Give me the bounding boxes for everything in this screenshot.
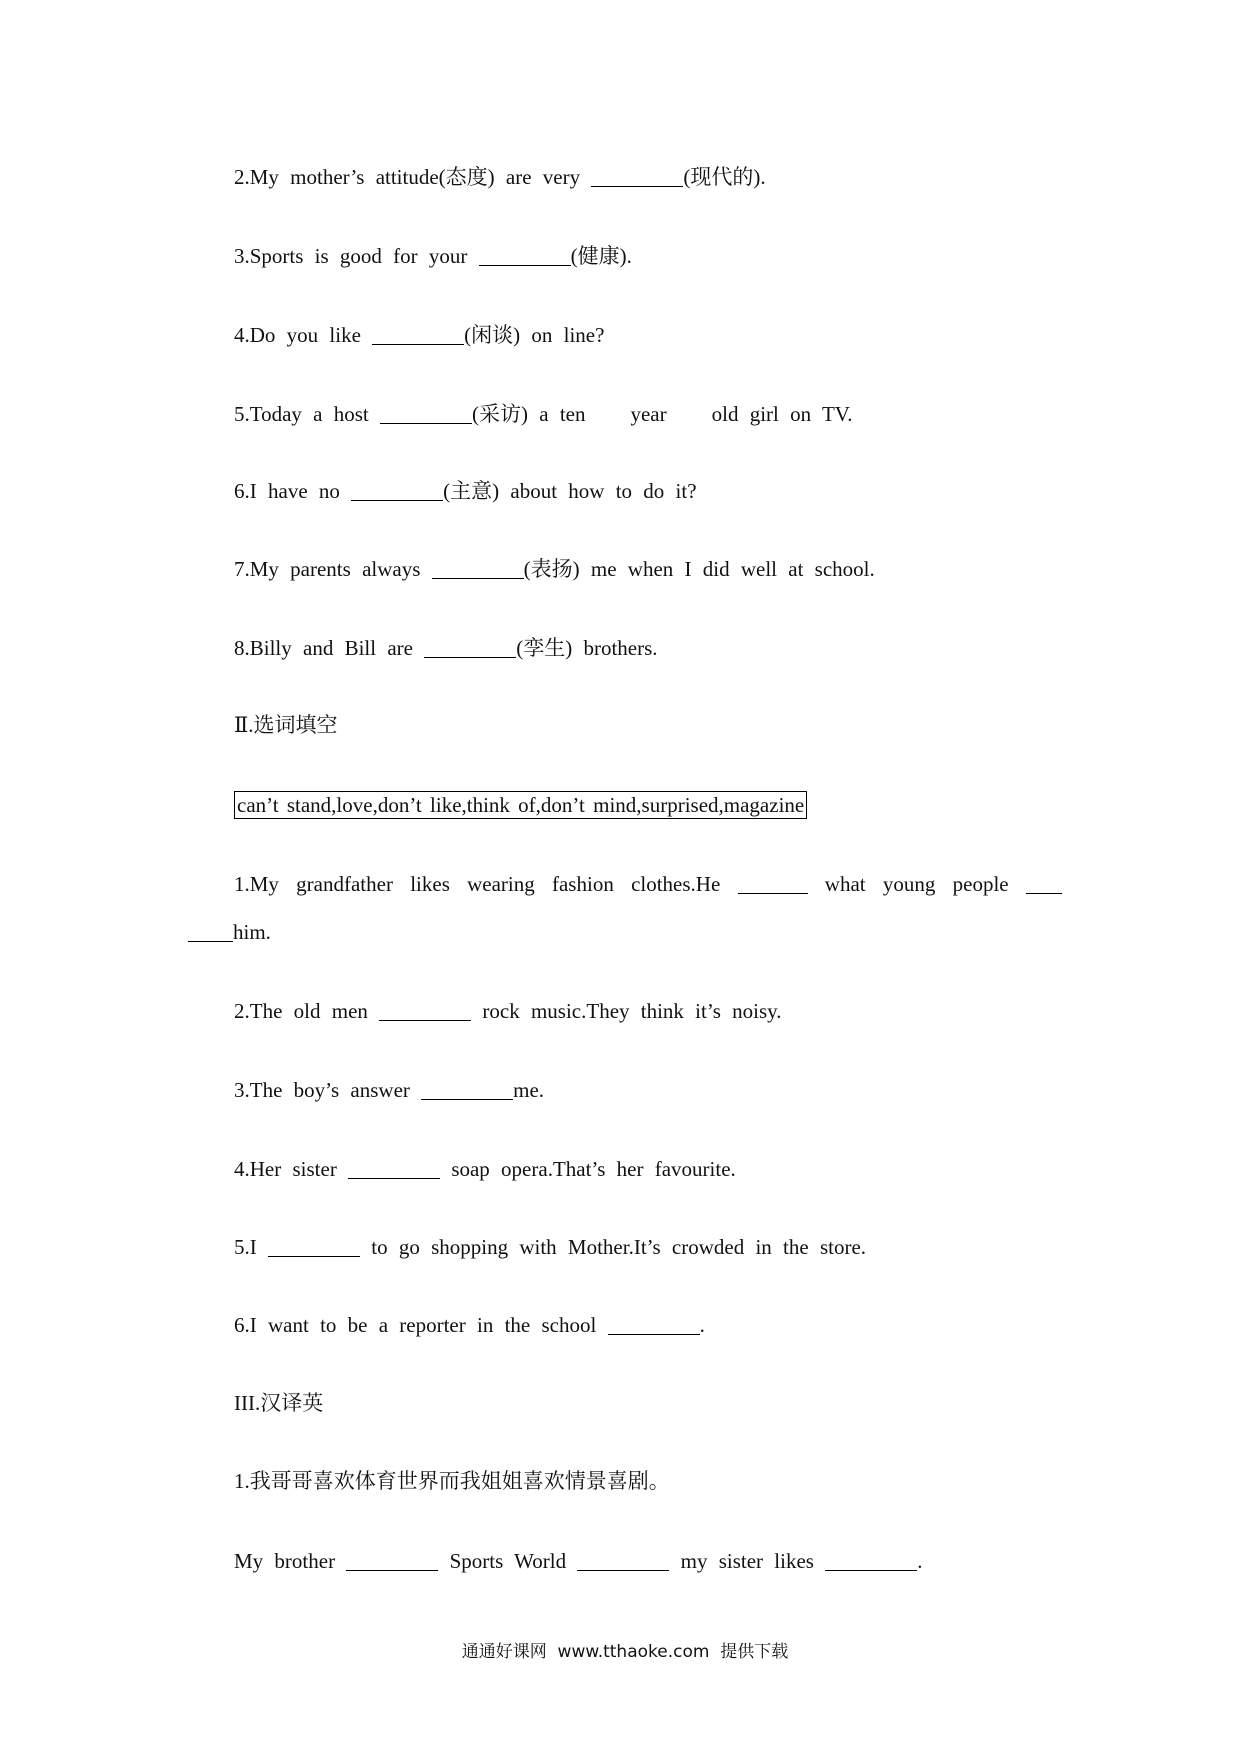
answer-blank bbox=[424, 639, 516, 658]
answer-blank bbox=[577, 1552, 669, 1571]
item-text: 6.I have no bbox=[234, 479, 340, 503]
item-text: 5.I bbox=[234, 1235, 257, 1259]
answer-blank bbox=[608, 1316, 700, 1335]
answer-blank bbox=[372, 326, 464, 345]
item-text: (孪生) brothers. bbox=[516, 636, 658, 660]
exercise-1-item-3 bbox=[234, 244, 632, 268]
exercise-1-item-8 bbox=[234, 636, 658, 660]
answer-blank bbox=[1026, 875, 1062, 894]
item-text: 4.Do you like bbox=[234, 323, 361, 347]
exercise-1-item-2 bbox=[234, 165, 766, 189]
item-text: 6.I want to be a reporter in the school bbox=[234, 1313, 597, 1337]
word-bank-box: can’t stand,love,don’t like,think of,don’t mind,surprised,magazine bbox=[234, 791, 807, 819]
item-text: my sister likes bbox=[680, 1549, 814, 1573]
answer-blank bbox=[432, 560, 524, 579]
item-text: to go shopping with Mother.It’s crowded in the store. bbox=[371, 1235, 867, 1259]
exercise-1-item-6 bbox=[234, 479, 697, 503]
answer-blank bbox=[479, 247, 571, 266]
answer-blank bbox=[348, 1160, 440, 1179]
answer-blank bbox=[268, 1238, 360, 1257]
answer-blank bbox=[825, 1552, 917, 1571]
item-text: (采访) a ten year old girl on TV. bbox=[472, 402, 853, 426]
item-text: (闲谈) on line? bbox=[464, 323, 605, 347]
section-2-heading: Ⅱ.选词填空 bbox=[234, 713, 338, 737]
item-text: 2.The old men bbox=[234, 999, 368, 1023]
exercise-3-item-1-prompt: 1.我哥哥喜欢体育世界而我姐姐喜欢情景喜剧。 bbox=[234, 1469, 670, 1493]
item-text: 3.The boy’s answer bbox=[234, 1078, 410, 1102]
exercise-1-item-5 bbox=[234, 402, 853, 426]
item-text: what young people bbox=[824, 872, 1009, 896]
exercise-2-item-1-continued bbox=[188, 920, 271, 944]
item-text: (现代的). bbox=[683, 165, 766, 189]
item-text: 2.My mother’s attitude(态度) are very bbox=[234, 165, 581, 189]
item-text: (表扬) me when I did well at school. bbox=[523, 557, 875, 581]
page-footer: 通通好课网 www.tthaoke.com 提供下载 bbox=[461, 1642, 789, 1662]
exercise-3-item-1-answer bbox=[234, 1549, 922, 1573]
item-text: 8.Billy and Bill are bbox=[234, 636, 413, 660]
exercise-2-item-1 bbox=[234, 872, 1062, 896]
item-text: . bbox=[917, 1549, 923, 1573]
answer-blank bbox=[188, 923, 233, 942]
answer-blank bbox=[591, 168, 683, 187]
item-text: 5.Today a host bbox=[234, 402, 369, 426]
item-text: My brother bbox=[234, 1549, 336, 1573]
answer-blank bbox=[351, 482, 443, 501]
item-text: soap opera.That’s her favourite. bbox=[451, 1157, 736, 1181]
exercise-1-item-7 bbox=[234, 557, 875, 581]
item-text: (主意) about how to do it? bbox=[443, 479, 697, 503]
section-3-heading: III.汉译英 bbox=[234, 1391, 324, 1415]
answer-blank bbox=[346, 1552, 438, 1571]
exercise-2-item-2 bbox=[234, 999, 782, 1023]
item-text: 3.Sports is good for your bbox=[234, 244, 468, 268]
exercise-1-item-4 bbox=[234, 323, 604, 347]
item-text: . bbox=[699, 1313, 705, 1337]
item-text: (健康). bbox=[570, 244, 632, 268]
item-text: rock music.They think it’s noisy. bbox=[482, 999, 782, 1023]
item-text: him. bbox=[233, 920, 271, 944]
exercise-2-item-4 bbox=[234, 1157, 736, 1181]
answer-blank bbox=[380, 405, 472, 424]
exercise-2-item-3 bbox=[234, 1078, 544, 1102]
answer-blank bbox=[421, 1081, 513, 1100]
item-text: 7.My parents always bbox=[234, 557, 421, 581]
item-text: 4.Her sister bbox=[234, 1157, 337, 1181]
answer-blank bbox=[379, 1002, 471, 1021]
answer-blank bbox=[738, 875, 808, 894]
item-text: 1.My grandfather likes wearing fashion clothes.He bbox=[234, 872, 721, 896]
item-text: Sports World bbox=[449, 1549, 567, 1573]
exercise-2-item-6 bbox=[234, 1313, 705, 1337]
item-text: me. bbox=[513, 1078, 545, 1102]
exercise-2-item-5 bbox=[234, 1235, 866, 1259]
